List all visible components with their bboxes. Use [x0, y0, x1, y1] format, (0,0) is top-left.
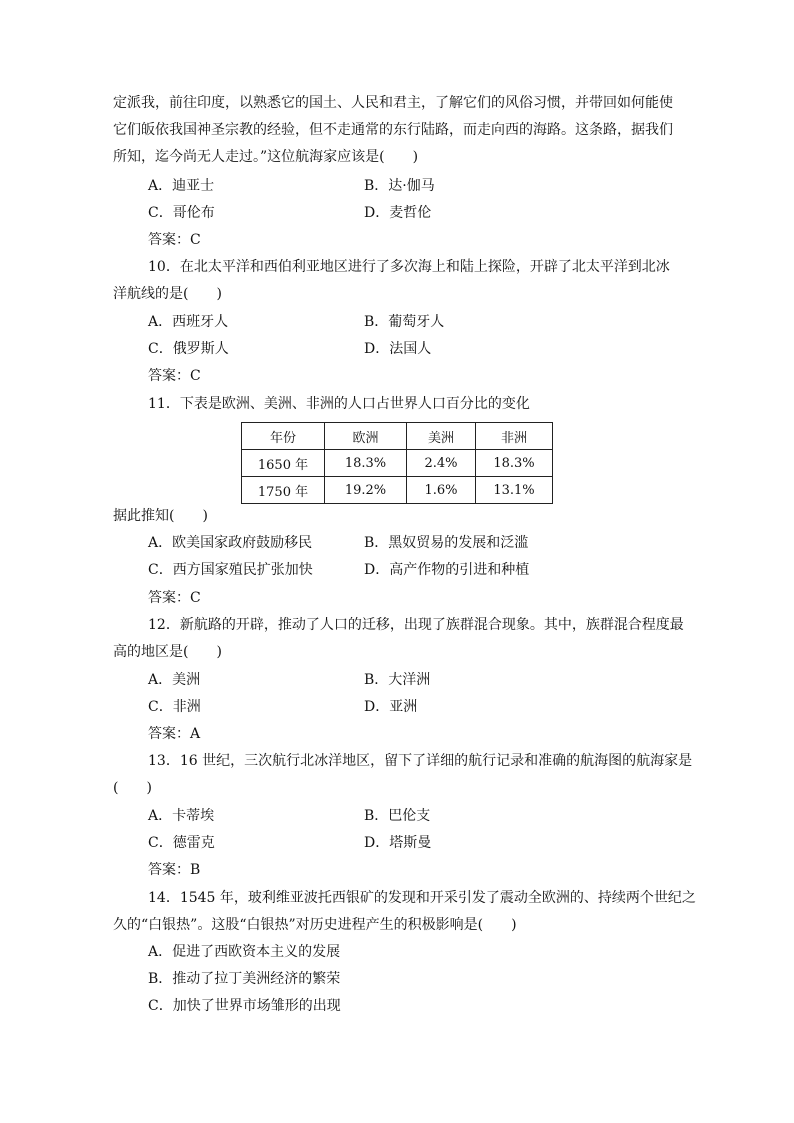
q9-option-b: B．达·伽马 [364, 178, 435, 194]
q9-answer: 答案：C [148, 232, 201, 248]
q12-option-c: C．非洲 [148, 699, 201, 715]
table-cell: 2.4% [407, 450, 476, 477]
q11-option-c: C．西方国家殖民扩张加快 [148, 562, 313, 578]
table-header-row [242, 423, 553, 450]
q10-option-a: A．西班牙人 [148, 314, 229, 330]
q9-option-a: A．迪亚士 [148, 178, 215, 194]
q11-option-d: D．高产作物的引进和种植 [364, 562, 530, 578]
q10-option-b: B．葡萄牙人 [364, 314, 445, 330]
q11-option-a: A．欧美国家政府鼓励移民 [148, 535, 313, 551]
q9-option-d: D．麦哲伦 [364, 205, 432, 221]
q13-option-b: B．巴伦支 [364, 808, 431, 824]
q13-stem-line-2: ( ) [113, 780, 152, 796]
q12-option-d: D．亚洲 [364, 699, 418, 715]
q12-option-a: A．美洲 [148, 672, 201, 688]
q11-option-b: B．黑奴贸易的发展和泛滥 [364, 535, 529, 551]
table-cell: 19.2% [325, 477, 407, 504]
population-table [241, 422, 553, 504]
q10-stem-line-2: 洋航线的是( ) [113, 286, 222, 302]
q11-stem-line-1: 11．下表是欧洲、美洲、非洲的人口占世界人口百分比的变化 [148, 396, 530, 412]
q13-option-d: D．塔斯曼 [364, 835, 432, 851]
table-header-cell: 美洲 [407, 423, 476, 450]
table-header-cell: 年份 [242, 423, 325, 450]
table-cell: 18.3% [476, 450, 553, 477]
q14-option-c: C．加快了世界市场雏形的出现 [148, 998, 341, 1014]
q13-option-c: C．德雷克 [148, 835, 215, 851]
q11-answer: 答案：C [148, 590, 201, 606]
table-cell: 18.3% [325, 450, 407, 477]
table-header-cell: 非洲 [476, 423, 553, 450]
q12-stem-line-2: 高的地区是( ) [113, 644, 222, 660]
q9-stem-line-3: 所知，迄今尚无人走过。”这位航海家应该是( ) [113, 149, 419, 165]
table-cell: 1750 年 [242, 477, 325, 504]
q13-stem-line-1: 13．16 世纪，三次航行北冰洋地区，留下了详细的航行记录和准确的航海图的航海家是 [148, 753, 693, 769]
q14-option-a: A．促进了西欧资本主义的发展 [148, 944, 341, 960]
table-cell: 13.1% [476, 477, 553, 504]
q12-answer: 答案：A [148, 726, 201, 742]
q11-after-table: 据此推知( ) [113, 508, 208, 524]
q10-answer: 答案：C [148, 368, 201, 384]
table-cell: 1650 年 [242, 450, 325, 477]
table-row [242, 477, 553, 504]
q10-option-d: D．法国人 [364, 341, 432, 357]
q14-stem-line-2: 久的“白银热”。这股“白银热”对历史进程产生的积极影响是( ) [113, 917, 517, 933]
q9-stem-line-2: 它们皈依我国神圣宗教的经验，但不走通常的东行陆路，而走向西的海路。这条路，据我们 [113, 122, 673, 138]
q10-stem-line-1: 10．在北太平洋和西伯利亚地区进行了多次海上和陆上探险，开辟了北太平洋到北冰 [148, 259, 670, 275]
q14-stem-line-1: 14．1545 年，玻利维亚波托西银矿的发现和开采引发了震动全欧洲的、持续两个世纪之 [148, 890, 696, 906]
q13-answer: 答案：B [148, 862, 201, 878]
table-header-cell: 欧洲 [325, 423, 407, 450]
q9-stem-line-1: 定派我，前往印度，以熟悉它的国土、人民和君主，了解它们的风俗习惯，并带回如何能使 [113, 95, 673, 111]
table-row [242, 450, 553, 477]
q13-option-a: A．卡蒂埃 [148, 808, 215, 824]
table-cell: 1.6% [407, 477, 476, 504]
q10-option-c: C．俄罗斯人 [148, 341, 229, 357]
q14-option-b: B．推动了拉丁美洲经济的繁荣 [148, 971, 341, 987]
q12-stem-line-1: 12．新航路的开辟，推动了人口的迁移，出现了族群混合现象。其中，族群混合程度最 [148, 617, 684, 633]
q12-option-b: B．大洋洲 [364, 672, 431, 688]
q9-option-c: C．哥伦布 [148, 205, 215, 221]
